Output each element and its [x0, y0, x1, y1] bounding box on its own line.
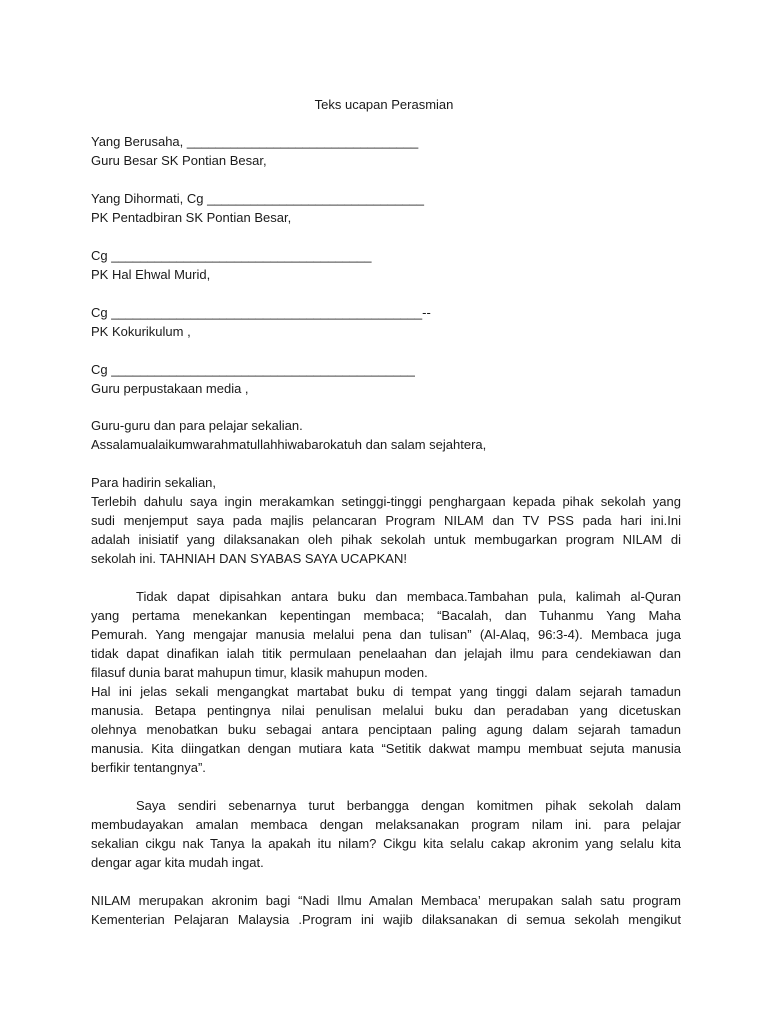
- salutation-line: Yang Dihormati, Cg ______________________________: [91, 191, 424, 206]
- paragraph-line: sekolah ini. TAHNIAH DAN SYABAS SAYA UCAPKAN!: [91, 551, 407, 566]
- document-title: Teks ucapan Perasmian: [314, 97, 454, 112]
- salutation-line: PK Hal Ehwal Murid,: [91, 267, 211, 282]
- paragraph-line: tidak dapat dinafikan ialah titik permulaan penelaahan dan jelajah ilmu para cendekiawan dan: [91, 646, 681, 661]
- paragraph-line: NILAM merupakan akronim bagi “Nadi Ilmu Amalan Membaca’ merupakan salah satu program: [91, 893, 681, 908]
- paragraph-line: berfikir tentangnya”.: [91, 760, 206, 775]
- paragraph-line: Terlebih dahulu saya ingin merakamkan setinggi-tinggi penghargaan kepada pihak sekolah yang: [91, 494, 681, 509]
- paragraph-line: Saya sendiri sebenarnya turut berbangga dengan komitmen pihak sekolah dalam: [136, 798, 681, 813]
- paragraph-line: dengar agar kita mudah ingat.: [91, 855, 264, 870]
- paragraph-line: Hal ini jelas sekali mengangkat martabat buku di tempat yang tinggi dalam sejarah tamadun: [91, 684, 681, 699]
- paragraph-line: yang pertama menekankan kepentingan membaca; “Bacalah, dan Tuhanmu Yang Maha: [91, 608, 681, 623]
- paragraph-line: filasuf dunia barat mahupun timur, klasik mahupun moden.: [91, 665, 428, 680]
- salutation-line: Yang Berusaha, ________________________________: [91, 134, 419, 149]
- paragraph-line: olehnya menobatkan buku sebagai antara penciptaan paling agung dalam sejarah tamadun: [91, 722, 681, 737]
- paragraph-line: manusia. Kita diingatkan dengan mutiara kata “Setitik dakwat mampu membuat sejuta manusia: [91, 741, 681, 756]
- paragraph-line: Pemurah. Yang mengajar manusia melalui pena dan tulisan” (Al-Alaq, 96:3-4). Membaca juga: [91, 627, 681, 642]
- paragraph-line: Kementerian Pelajaran Malaysia .Program ini wajib dilaksanakan di semua sekolah mengikut: [91, 912, 681, 927]
- paragraph-line: manusia. Betapa pentingnya nilai penulisan melalui buku dan peradaban yang dicetuskan: [91, 703, 681, 718]
- paragraph-line: Para hadirin sekalian,: [91, 475, 217, 490]
- paragraph-line: sekalian cikgu nak Tanya la apakah itu nilam? Cikgu kita selalu cakap akronim yang selalu kita: [91, 836, 681, 851]
- paragraph-line: adalah inisiatif yang dilaksanakan oleh pihak sekolah untuk membugarkan program NILAM di: [91, 532, 681, 547]
- salutation-line: Cg __________________________________________: [91, 362, 415, 377]
- paragraph-line: Tidak dapat dipisahkan antara buku dan membaca.Tambahan pula, kalimah al-Quran: [136, 589, 681, 604]
- paragraph-line: sudi menjemput saya pada majlis pelancaran Program NILAM dan TV PSS pada hari ini.Ini: [91, 513, 681, 528]
- salutation-line: Guru perpustakaan media ,: [91, 381, 249, 396]
- greeting-line: Guru-guru dan para pelajar sekalian.: [91, 418, 303, 433]
- paragraph-line: membudayakan amalan membaca dengan melaksanakan program nilam ini. para pelajar: [91, 817, 681, 832]
- salutation-line: Cg ____________________________________: [91, 248, 372, 263]
- salutation-line: Cg ___________________________________________--: [91, 305, 431, 320]
- salutation-line: PK Pentadbiran SK Pontian Besar,: [91, 210, 292, 225]
- salutation-line: PK Kokurikulum ,: [91, 324, 191, 339]
- salutation-line: Guru Besar SK Pontian Besar,: [91, 153, 267, 168]
- greeting-line: Assalamualaikumwarahmatullahhiwabarokatuh dan salam sejahtera,: [91, 437, 487, 452]
